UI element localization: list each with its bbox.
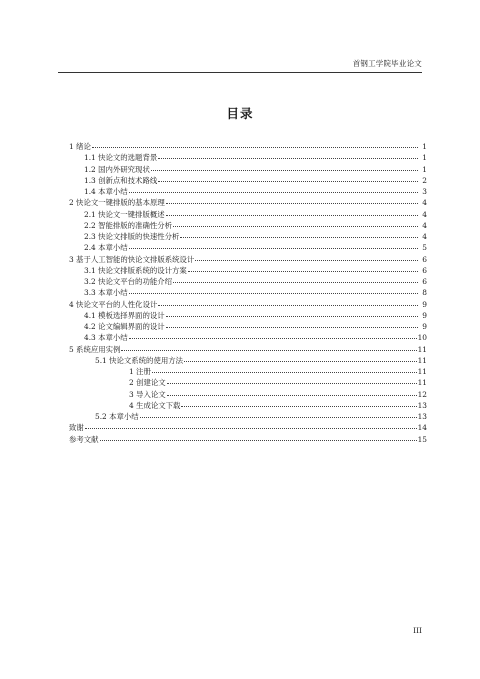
- toc-entry-label: 参考文献: [69, 434, 99, 444]
- toc-entry-page: 4: [422, 220, 427, 230]
- toc-entry-page: 9: [422, 310, 427, 320]
- toc-entry-label: 4 快论文平台的人性化设计: [69, 299, 158, 309]
- page-number: III: [413, 626, 422, 635]
- toc-leader-dots: [140, 410, 417, 418]
- toc-leader-dots: [121, 343, 416, 351]
- toc-entry-page: 8: [422, 288, 427, 298]
- toc-entry-label: 4.2 论文编辑界面的设计: [84, 322, 165, 331]
- toc-entry-page: 1: [422, 164, 427, 174]
- table-of-contents: [69, 141, 427, 445]
- toc-entry-page: 13: [417, 400, 427, 410]
- toc-entry-label: 3 基于人工智能的快论文排版系统设计: [69, 254, 195, 264]
- toc-leader-dots: [180, 230, 418, 238]
- toc-entry-label: 3 导入论文: [129, 389, 166, 399]
- page-header: 首钢工学院毕业论文: [352, 59, 422, 68]
- toc-entry-label: 2.2 智能排版的准确性分析: [84, 220, 173, 230]
- toc-leader-dots: [195, 253, 418, 261]
- toc-entry-label: 1 注册: [129, 367, 151, 376]
- toc-entry-page: 12: [417, 389, 427, 399]
- toc-entry-label: 5.1 快论文系统的使用方法: [95, 355, 184, 365]
- toc-entry-page: 11: [417, 344, 427, 354]
- toc-entry-page: 14: [417, 423, 427, 433]
- toc-entry-page: 1: [422, 153, 427, 163]
- toc-entry-label: 2 快论文一键排版的基本原理: [69, 198, 165, 208]
- toc-leader-dots: [129, 241, 418, 249]
- toc-leader-dots: [100, 433, 417, 441]
- toc-leader-dots: [166, 309, 418, 317]
- toc-leader-dots: [129, 331, 417, 339]
- toc-entry-page: 6: [422, 254, 427, 264]
- toc-entry-label: 5.2 本章小结: [95, 412, 139, 421]
- toc-leader-dots: [158, 151, 418, 159]
- toc-entry-page: 11: [417, 378, 427, 388]
- toc-leader-dots: [152, 365, 417, 373]
- toc-leader-dots: [166, 208, 418, 216]
- toc-entry[interactable]: [69, 434, 427, 445]
- toc-entry-page: 6: [422, 277, 427, 286]
- toc-entry-label: 3.1 快论文排版系统的设计方案: [84, 265, 187, 275]
- toc-entry-page: 1: [422, 142, 427, 151]
- toc-leader-dots: [158, 298, 418, 306]
- toc-entry-page: 2: [422, 175, 427, 185]
- toc-leader-dots: [92, 140, 418, 148]
- toc-leader-dots: [151, 163, 418, 171]
- toc-entry-label: 3.3 本章小结: [84, 288, 128, 298]
- toc-leader-dots: [188, 264, 418, 272]
- toc-entry-page: 9: [422, 299, 427, 309]
- toc-leader-dots: [158, 174, 418, 182]
- toc-entry-page: 3: [422, 187, 427, 196]
- toc-leader-dots: [173, 275, 418, 283]
- toc-entry-page: 15: [417, 434, 427, 444]
- toc-entry-label: 1 绪论: [69, 142, 91, 151]
- toc-leader-dots: [173, 219, 418, 227]
- toc-entry-label: 1.1 快论文的选题背景: [84, 153, 158, 163]
- header-rule: [58, 72, 422, 73]
- toc-leader-dots: [167, 376, 417, 384]
- toc-entry-label: 1.4 本章小结: [84, 187, 128, 196]
- toc-entry-label: 4 生成论文下载: [129, 400, 181, 410]
- toc-entry-label: 2.4 本章小结: [84, 243, 128, 253]
- toc-entry-label: 2 创建论文: [129, 378, 166, 388]
- toc-leader-dots: [129, 185, 418, 193]
- toc-leader-dots: [184, 354, 417, 362]
- toc-leader-dots: [167, 388, 417, 396]
- toc-entry-label: 4.1 模板选择界面的设计: [84, 310, 165, 320]
- toc-entry-label: 1.3 创新点和技术路线: [84, 175, 158, 185]
- toc-leader-dots: [181, 399, 416, 407]
- toc-entry-label: 致谢: [69, 423, 84, 433]
- toc-entry-page: 5: [422, 243, 427, 253]
- toc-leader-dots: [85, 421, 417, 429]
- toc-entry-label: 3.2 快论文平台的功能介绍: [84, 277, 173, 286]
- toc-entry-label: 4.3 本章小结: [84, 333, 128, 343]
- toc-leader-dots: [166, 196, 418, 204]
- toc-title: 目录: [226, 106, 254, 121]
- toc-entry-page: 4: [422, 198, 427, 208]
- toc-entry-label: 1.2 国内外研究现状: [84, 164, 150, 174]
- toc-entry-page: 4: [422, 209, 427, 219]
- toc-entry-page: 13: [417, 412, 427, 421]
- toc-entry-page: 11: [417, 355, 427, 365]
- toc-entry-page: 9: [422, 322, 427, 331]
- toc-entry-label: 2.1 快论文一键排版概述: [84, 209, 165, 219]
- toc-leader-dots: [166, 320, 418, 328]
- toc-entry-page: 4: [422, 232, 427, 241]
- toc-entry-label: 2.3 快论文排版的快速性分析: [84, 232, 180, 241]
- toc-entry-page: 10: [417, 333, 427, 343]
- toc-entry-label: 5 系统应用实例: [69, 344, 121, 354]
- toc-entry-page: 11: [417, 367, 427, 376]
- toc-leader-dots: [129, 286, 418, 294]
- toc-entry-page: 6: [422, 265, 427, 275]
